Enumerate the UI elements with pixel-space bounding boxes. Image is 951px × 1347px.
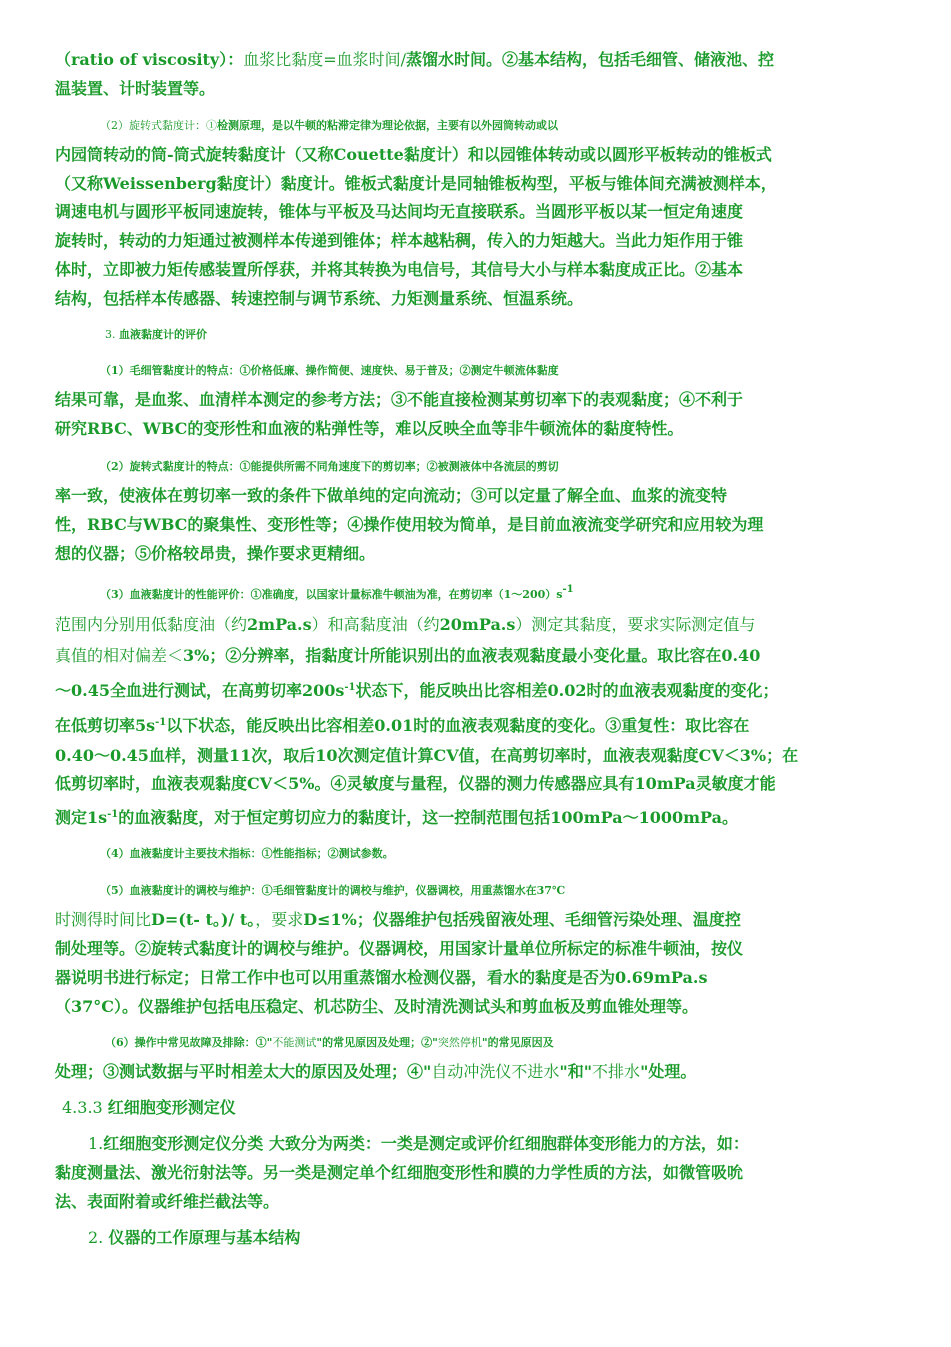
text-line: （2）旋转式黏度计的特点：①能提供所需不同角速度下的剪切率；②被测液体中各流层的剪切	[100, 460, 559, 473]
text-fragment: 以下状态，能反映出比容相差0.01时的血液表观黏度的变化。③重复性：取比容在	[166, 716, 750, 735]
text-line: 体时，立即被力矩传感装置所俘获，并将其转换为电信号，其信号大小与样本黏度成正比。②基本	[55, 260, 744, 279]
text-fragment: 状态下，能反映出比容相差0.02时的血液表观黏度的变化；	[355, 681, 779, 700]
superscript: -1	[155, 717, 167, 728]
section-heading	[88, 1226, 938, 1250]
text-fragment: 测定1s	[55, 808, 108, 827]
text-line: 想的仪器；⑤价格较昂贵，操作要求更精细。	[55, 544, 376, 563]
text-fragment: 不排水	[592, 1062, 641, 1081]
text-line: 率一致，使液体在剪切率一致的条件下做单纯的定向流动；③可以定量了解全血、血浆的流变特	[55, 486, 728, 505]
heading-text: 仪器的工作原理与基本结构	[108, 1228, 301, 1247]
text-fragment: "和"	[559, 1062, 593, 1081]
text-fragment: 时测得时间比	[55, 910, 152, 929]
text-line: 结构，包括样本传感器、转速控制与调节系统、力矩测量系统、恒温系统。	[55, 289, 584, 308]
text-line: （37°C）。仪器维护包括电压稳定、机芯防尘、及时清洗测试头和剪血板及剪血锥处理等。	[55, 997, 699, 1016]
text-line: 研究RBC、WBC的变形性和血液的粘弹性等，难以反映全血等非牛顿流体的黏度特性。	[55, 419, 684, 438]
text-line: （5）血液黏度计的调校与维护：①毛细管黏度计的调校与维护，仪器调校，用重蒸馏水在37℃	[100, 884, 566, 897]
superscript: -1	[562, 584, 574, 595]
text-line: （又称Weissenberg黏度计）黏度计。锥板式黏度计是同轴锥板构型，平板与锥体间充满被测样本，	[55, 174, 777, 193]
text-fragment: 的血液黏度，对于恒定剪切应力的黏度计，这一控制范围包括100mPa～1000mPa。	[118, 808, 738, 827]
text-line: 低剪切率时，血液表观黏度CV＜5%。④灵敏度与量程，仪器的测力传感器应具有10mPa灵敏度才能	[55, 774, 776, 793]
superscript: -1	[107, 809, 119, 820]
text-fragment: 处理；③测试数据与平时相差太大的原因及处理；④"	[55, 1062, 432, 1081]
heading-number: 2.	[88, 1228, 104, 1247]
text-fragment: （3）血液黏度计的性能评价：①准确度，以国家计量标准牛顿油为准，在剪切率（1～200）s	[100, 588, 563, 601]
text-line	[55, 806, 905, 830]
text-line	[55, 714, 905, 738]
text-fragment: 2mPa.s	[247, 615, 312, 634]
text-line	[100, 114, 950, 138]
text-fragment: 不能测试	[272, 1036, 317, 1049]
section-heading	[62, 1096, 912, 1120]
text-fragment: 自动冲洗仪不进水	[431, 1062, 560, 1081]
text-fragment: 蒸馏水时间。②基本结构，包括毛细管、储液池、控	[406, 50, 775, 69]
text-line	[55, 679, 905, 703]
text-fragment: 20mPa.s	[439, 615, 516, 634]
text-fragment: 1.	[88, 1134, 104, 1153]
text-fragment: 检测原理，是以牛顿的粘滞定律为理论依据，主要有以外园筒转动或以	[217, 119, 558, 132]
text-fragment: 血浆比黏度=血浆时间/	[243, 50, 407, 69]
text-fragment: 在低剪切率5s	[55, 716, 156, 735]
text-fragment: ）测定其黏度，要求实际测定值与	[515, 615, 756, 634]
text-line	[55, 1060, 905, 1084]
text-line	[55, 908, 905, 932]
text-fragment: 真值的相对偏差＜	[55, 646, 184, 665]
text-line: 制处理等。②旋转式黏度计的调校与维护。仪器调校，用国家计量单位所标定的标准牛顿油，按仪	[55, 939, 744, 958]
heading-number: 3.	[105, 328, 116, 341]
text-fragment: D=(t- t。)/ t。	[151, 910, 256, 929]
text-fragment: （ratio of viscosity）：	[55, 50, 244, 69]
heading-text: 血液黏度计的评价	[119, 328, 207, 341]
text-fragment: 突然停机	[437, 1036, 482, 1049]
text-line	[105, 1031, 951, 1055]
text-line: 性，RBC与WBC的聚集性、变形性等；④操作使用较为简单，是目前血液流变学研究和应用较为理	[55, 515, 764, 534]
text-line: 黏度测量法、激光衍射法等。另一类是测定单个红细胞变形性和膜的力学性质的方法，如微管吸吮	[55, 1163, 744, 1182]
text-fragment: （2）旋转式黏度计：①	[100, 119, 217, 132]
text-fragment: "的常见原因及处理；②"	[316, 1036, 438, 1049]
section-heading	[105, 323, 951, 347]
text-line	[100, 583, 950, 607]
text-fragment: 范围内分别用低黏度油（约	[55, 615, 248, 634]
text-line: 0.40～0.45血样，测量11次，取后10次测定值计算CV值，在高剪切率时，血液表观黏度CV＜3%；在	[55, 746, 799, 765]
text-line: 器说明书进行标定；日常工作中也可以用重蒸馏水检测仪器，看水的黏度是否为0.69mPa.s	[55, 968, 708, 987]
text-line	[55, 48, 905, 72]
heading-number: 4.3.3	[62, 1098, 108, 1117]
text-line: 结果可靠，是血浆、血清样本测定的参考方法；③不能直接检测某剪切率下的表观黏度；④不利于	[55, 390, 744, 409]
text-fragment: （6）操作中常见故障及排除：①"	[105, 1036, 273, 1049]
text-line: （4）血液黏度计主要技术指标：①性能指标；②测试参数。	[100, 847, 394, 860]
text-line: 温装置、计时装置等。	[55, 79, 216, 98]
superscript: -1	[344, 682, 356, 693]
text-fragment: ～0.45全血进行测试，在高剪切率200s	[55, 681, 345, 700]
text-fragment: D≤1%；仪器维护包括残留液处理、毛细管污染处理、温度控	[303, 910, 741, 929]
text-fragment: ）和高黏度油（约	[311, 615, 440, 634]
text-line	[55, 613, 905, 637]
text-line	[88, 1132, 938, 1156]
text-fragment: 3%；②分辨率，指黏度计所能识别出的血液表观黏度最小变化量。取比容在0.40	[183, 646, 761, 665]
text-line: 调速电机与圆形平板同速旋转，锥体与平板及马达间均无直接联系。当圆形平板以某一恒定角速度	[55, 202, 744, 221]
text-line: 法、表面附着或纤维拦截法等。	[55, 1192, 280, 1211]
text-fragment: ，要求	[255, 910, 304, 929]
text-line: （1）毛细管黏度计的特点：①价格低廉、操作简便、速度快、易于普及；②测定牛顿流体黏度	[100, 364, 559, 377]
text-line	[55, 644, 905, 668]
text-line: 内园筒转动的筒-筒式旋转黏度计（又称Couette黏度计）和以园锥体转动或以圆形平板转动的锥板式	[55, 145, 772, 164]
text-fragment: "的常见原因及	[481, 1036, 554, 1049]
text-fragment: "处理。	[640, 1062, 697, 1081]
text-fragment: 红细胞变形测定仪分类 大致分为两类：一类是测定或评价红细胞群体变形能力的方法，如：	[103, 1134, 749, 1153]
text-line: 旋转时，转动的力矩通过被测样本传递到锥体；样本越粘稠，传入的力矩越大。当此力矩作用于锥	[55, 231, 744, 250]
heading-text: 红细胞变形测定仪	[107, 1098, 236, 1117]
